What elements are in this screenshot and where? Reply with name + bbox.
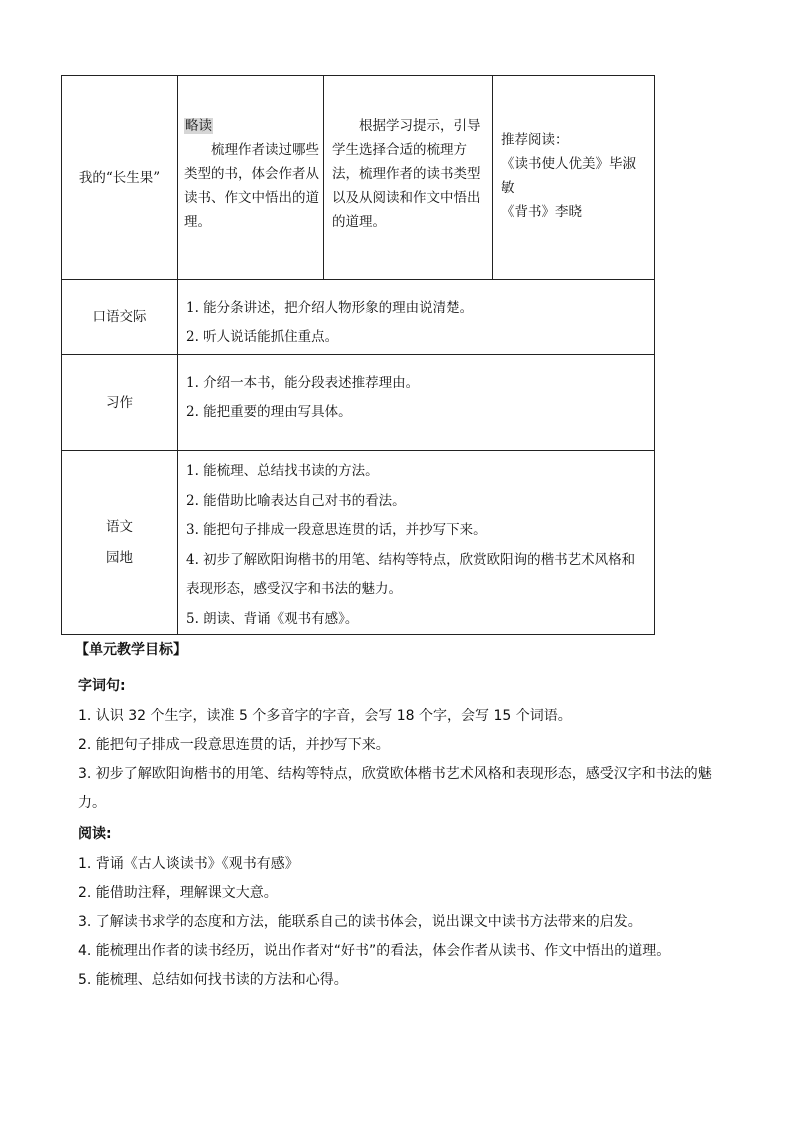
table-row-changshengguo xyxy=(62,76,655,280)
reading-task-text: 梳理作者读过哪些类型的书，体会作者从读书、作文中悟出的道理。 xyxy=(184,142,319,230)
list-item: 1. 介绍一本书，能分段表述推荐理由。 xyxy=(186,375,420,391)
table-row-oral xyxy=(62,280,655,355)
list-item: 1. 背诵《古人谈读书》《观书有感》 xyxy=(78,856,299,872)
recommended-reading-cell xyxy=(493,76,655,280)
subsection-title-reading: 阅读: xyxy=(78,826,112,842)
recommended-reading-item: 《读书使人优美》毕淑敏 xyxy=(501,156,636,196)
lesson-table xyxy=(61,75,655,635)
subsection-title-words: 字词句: xyxy=(78,678,126,694)
unit-teaching-goals xyxy=(75,636,728,995)
list-item: 5. 朗读、背诵《观书有感》。 xyxy=(186,610,359,627)
list-item: 4. 能梳理出作者的读书经历，说出作者对“好书”的看法，体会作者从读书、作文中悟出的道理。 xyxy=(78,943,671,959)
list-item: 2. 能把句子排成一段意思连贯的话，并抄写下来。 xyxy=(78,737,390,753)
reading-task-cell xyxy=(178,76,324,280)
list-item: 1. 能梳理、总结找书读的方法。 xyxy=(186,463,379,479)
row-label-garden: 语文 园地 xyxy=(62,451,178,635)
oral-goals-cell xyxy=(178,280,655,355)
row-label-changshengguo: 我的“长生果” xyxy=(62,76,178,280)
list-item: 4. 初步了解欧阳询楷书的用笔、结构等特点，欣赏欧阳询的楷书艺术风格和表现形态，感受汉字和书法的魅力。 xyxy=(186,551,636,597)
recommended-reading-title: 推荐阅读： xyxy=(501,132,569,148)
list-item: 3. 能把句子排成一段意思连贯的话，并抄写下来。 xyxy=(186,522,487,538)
list-item: 2. 能借助注释，理解课文大意。 xyxy=(78,885,278,901)
list-item: 5. 能梳理、总结如何找书读的方法和心得。 xyxy=(78,972,348,988)
list-item: 1. 认识 32 个生字，读准 5 个多音字的字音，会写 18 个字，会写 15 个词语。 xyxy=(78,708,572,724)
garden-goals-cell xyxy=(178,451,655,635)
list-item: 3. 初步了解欧阳询楷书的用笔、结构等特点，欣赏欧体楷书艺术风格和表现形态，感受汉字和书法的魅力。 xyxy=(78,766,712,811)
skim-reading-tag: 略读 xyxy=(185,118,212,134)
teaching-method-text: 根据学习提示，引导学生选择合适的梳理方法，梳理作者的读书类型以及从阅读和作文中悟出的道理。 xyxy=(332,118,481,230)
row-label-writing: 习作 xyxy=(62,355,178,451)
list-item: 3. 了解读书求学的态度和方法，能联系自己的读书体会，说出课文中读书方法带来的启发。 xyxy=(78,914,642,930)
recommended-reading-item: 《背书》李晓 xyxy=(501,204,582,220)
list-item: 2. 能借助比喻表达自己对书的看法。 xyxy=(186,492,406,509)
section-heading: 【单元教学目标】 xyxy=(75,642,187,658)
table-row-garden xyxy=(62,451,655,635)
writing-goals-cell xyxy=(178,355,655,451)
table-row-writing xyxy=(62,355,655,451)
teaching-method-cell xyxy=(324,76,493,280)
list-item: 1. 能分条讲述，把介绍人物形象的理由说清楚。 xyxy=(186,300,474,316)
list-item: 2. 听人说话能抓住重点。 xyxy=(186,329,339,345)
list-item: 2. 能把重要的理由写具体。 xyxy=(186,404,352,420)
row-label-oral: 口语交际 xyxy=(62,280,178,355)
